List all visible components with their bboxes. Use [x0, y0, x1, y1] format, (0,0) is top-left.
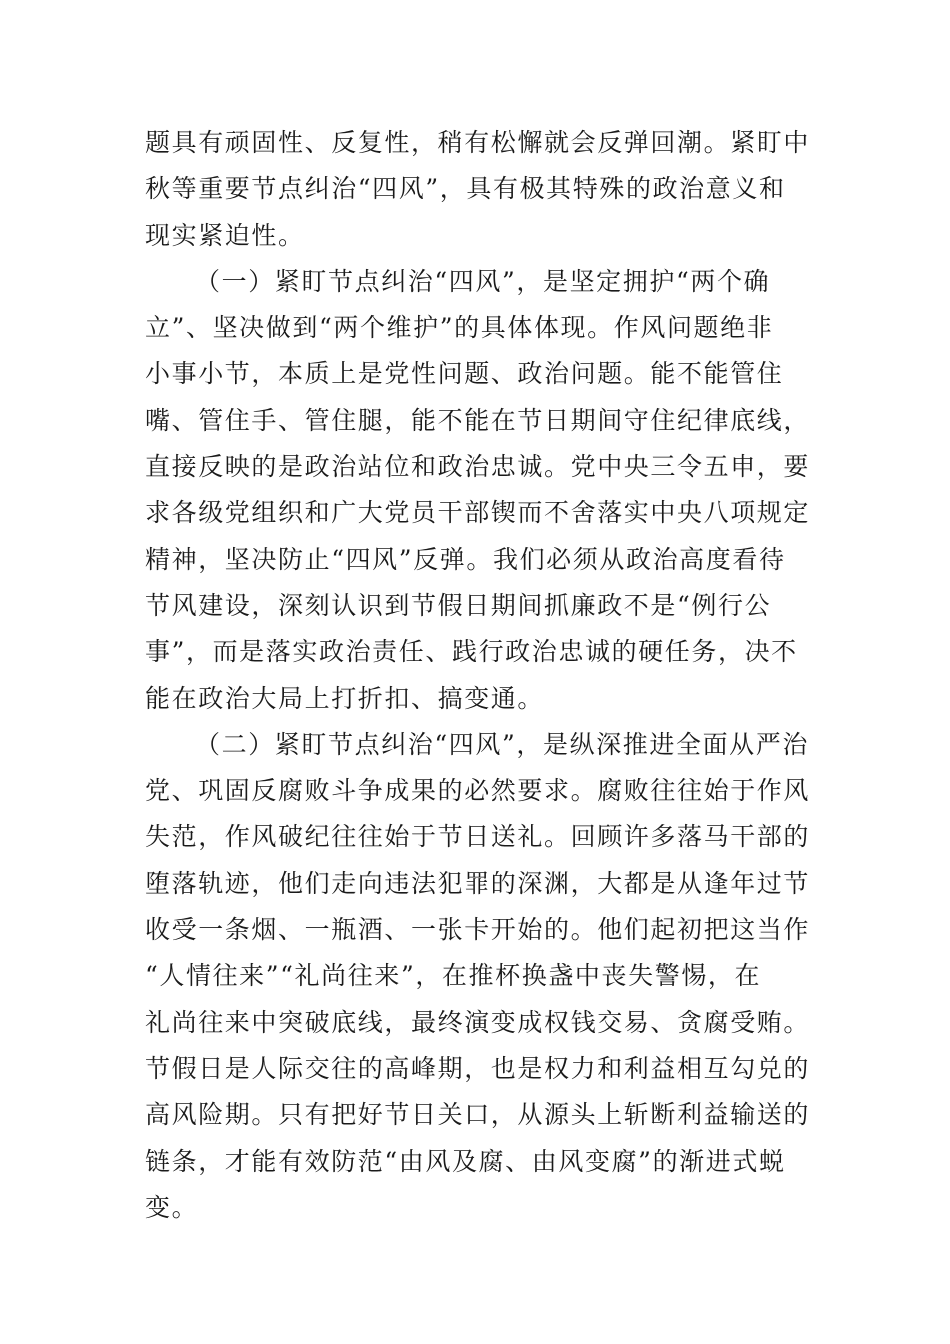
- paragraph-section-two: [145, 722, 811, 1231]
- paragraph-section-one: [145, 259, 811, 722]
- text-line: 求各级党组织和广大党员干部锲而不舍落实中央八项规定: [145, 498, 811, 528]
- text-line: 失范，作风破纪往往始于节日送礼。回顾许多落马干部的: [145, 822, 811, 852]
- text-line: 变。: [145, 1192, 199, 1222]
- text-line: 直接反映的是政治站位和政治忠诚。党中央三令五申，要: [145, 452, 811, 482]
- text-line: “人情往来”“礼尚往来”，在推杯换盏中丧失警惕，在: [145, 961, 762, 991]
- text-line: 现实紧迫性。: [145, 220, 305, 250]
- text-line: 精神，坚决防止“四风”反弹。我们必须从政治高度看待: [145, 544, 786, 574]
- text-line: （二）紧盯节点纠治“四风”，是纵深推进全面从严治: [195, 729, 809, 759]
- text-line: 礼尚往来中突破底线，最终演变成权钱交易、贪腐受贿。: [145, 1007, 811, 1037]
- text-line: 节假日是人际交往的高峰期，也是权力和利益相互勾兑的: [145, 1053, 811, 1083]
- text-line: （一）紧盯节点纠治“四风”，是坚定拥护“两个确: [195, 266, 771, 296]
- text-line: 收受一条烟、一瓶酒、一张卡开始的。他们起初把这当作: [145, 915, 811, 945]
- text-line: 事”，而是落实政治责任、践行政治忠诚的硬任务，决不: [145, 637, 798, 667]
- text-line: 党、巩固反腐败斗争成果的必然要求。腐败往往始于作风: [145, 776, 811, 806]
- text-line: 链条，才能有效防范“由风及腐、由风变腐”的渐进式蜕: [145, 1146, 786, 1176]
- text-line: 秋等重要节点纠治“四风”，具有极其特殊的政治意义和: [145, 174, 786, 204]
- text-line: 嘴、管住手、管住腿，能不能在节日期间守住纪律底线，: [145, 405, 811, 435]
- text-line: 高风险期。只有把好节日关口，从源头上斩断利益输送的: [145, 1100, 811, 1130]
- text-line: 能在政治大局上打折扣、搞变通。: [145, 683, 545, 713]
- text-line: 堕落轨迹，他们走向违法犯罪的深渊，大都是从逢年过节: [145, 868, 811, 898]
- document-body: [145, 120, 811, 1231]
- text-line: 立”、坚决做到“两个维护”的具体体现。作风问题绝非: [145, 313, 774, 343]
- text-line: 节风建设，深刻认识到节假日期间抓廉政不是“例行公: [145, 590, 772, 620]
- paragraph-intro-continued: [145, 120, 811, 259]
- text-line: 小事小节，本质上是党性问题、政治问题。能不能管住: [145, 359, 784, 389]
- text-line: 题具有顽固性、反复性，稍有松懈就会反弹回潮。紧盯中: [145, 128, 811, 157]
